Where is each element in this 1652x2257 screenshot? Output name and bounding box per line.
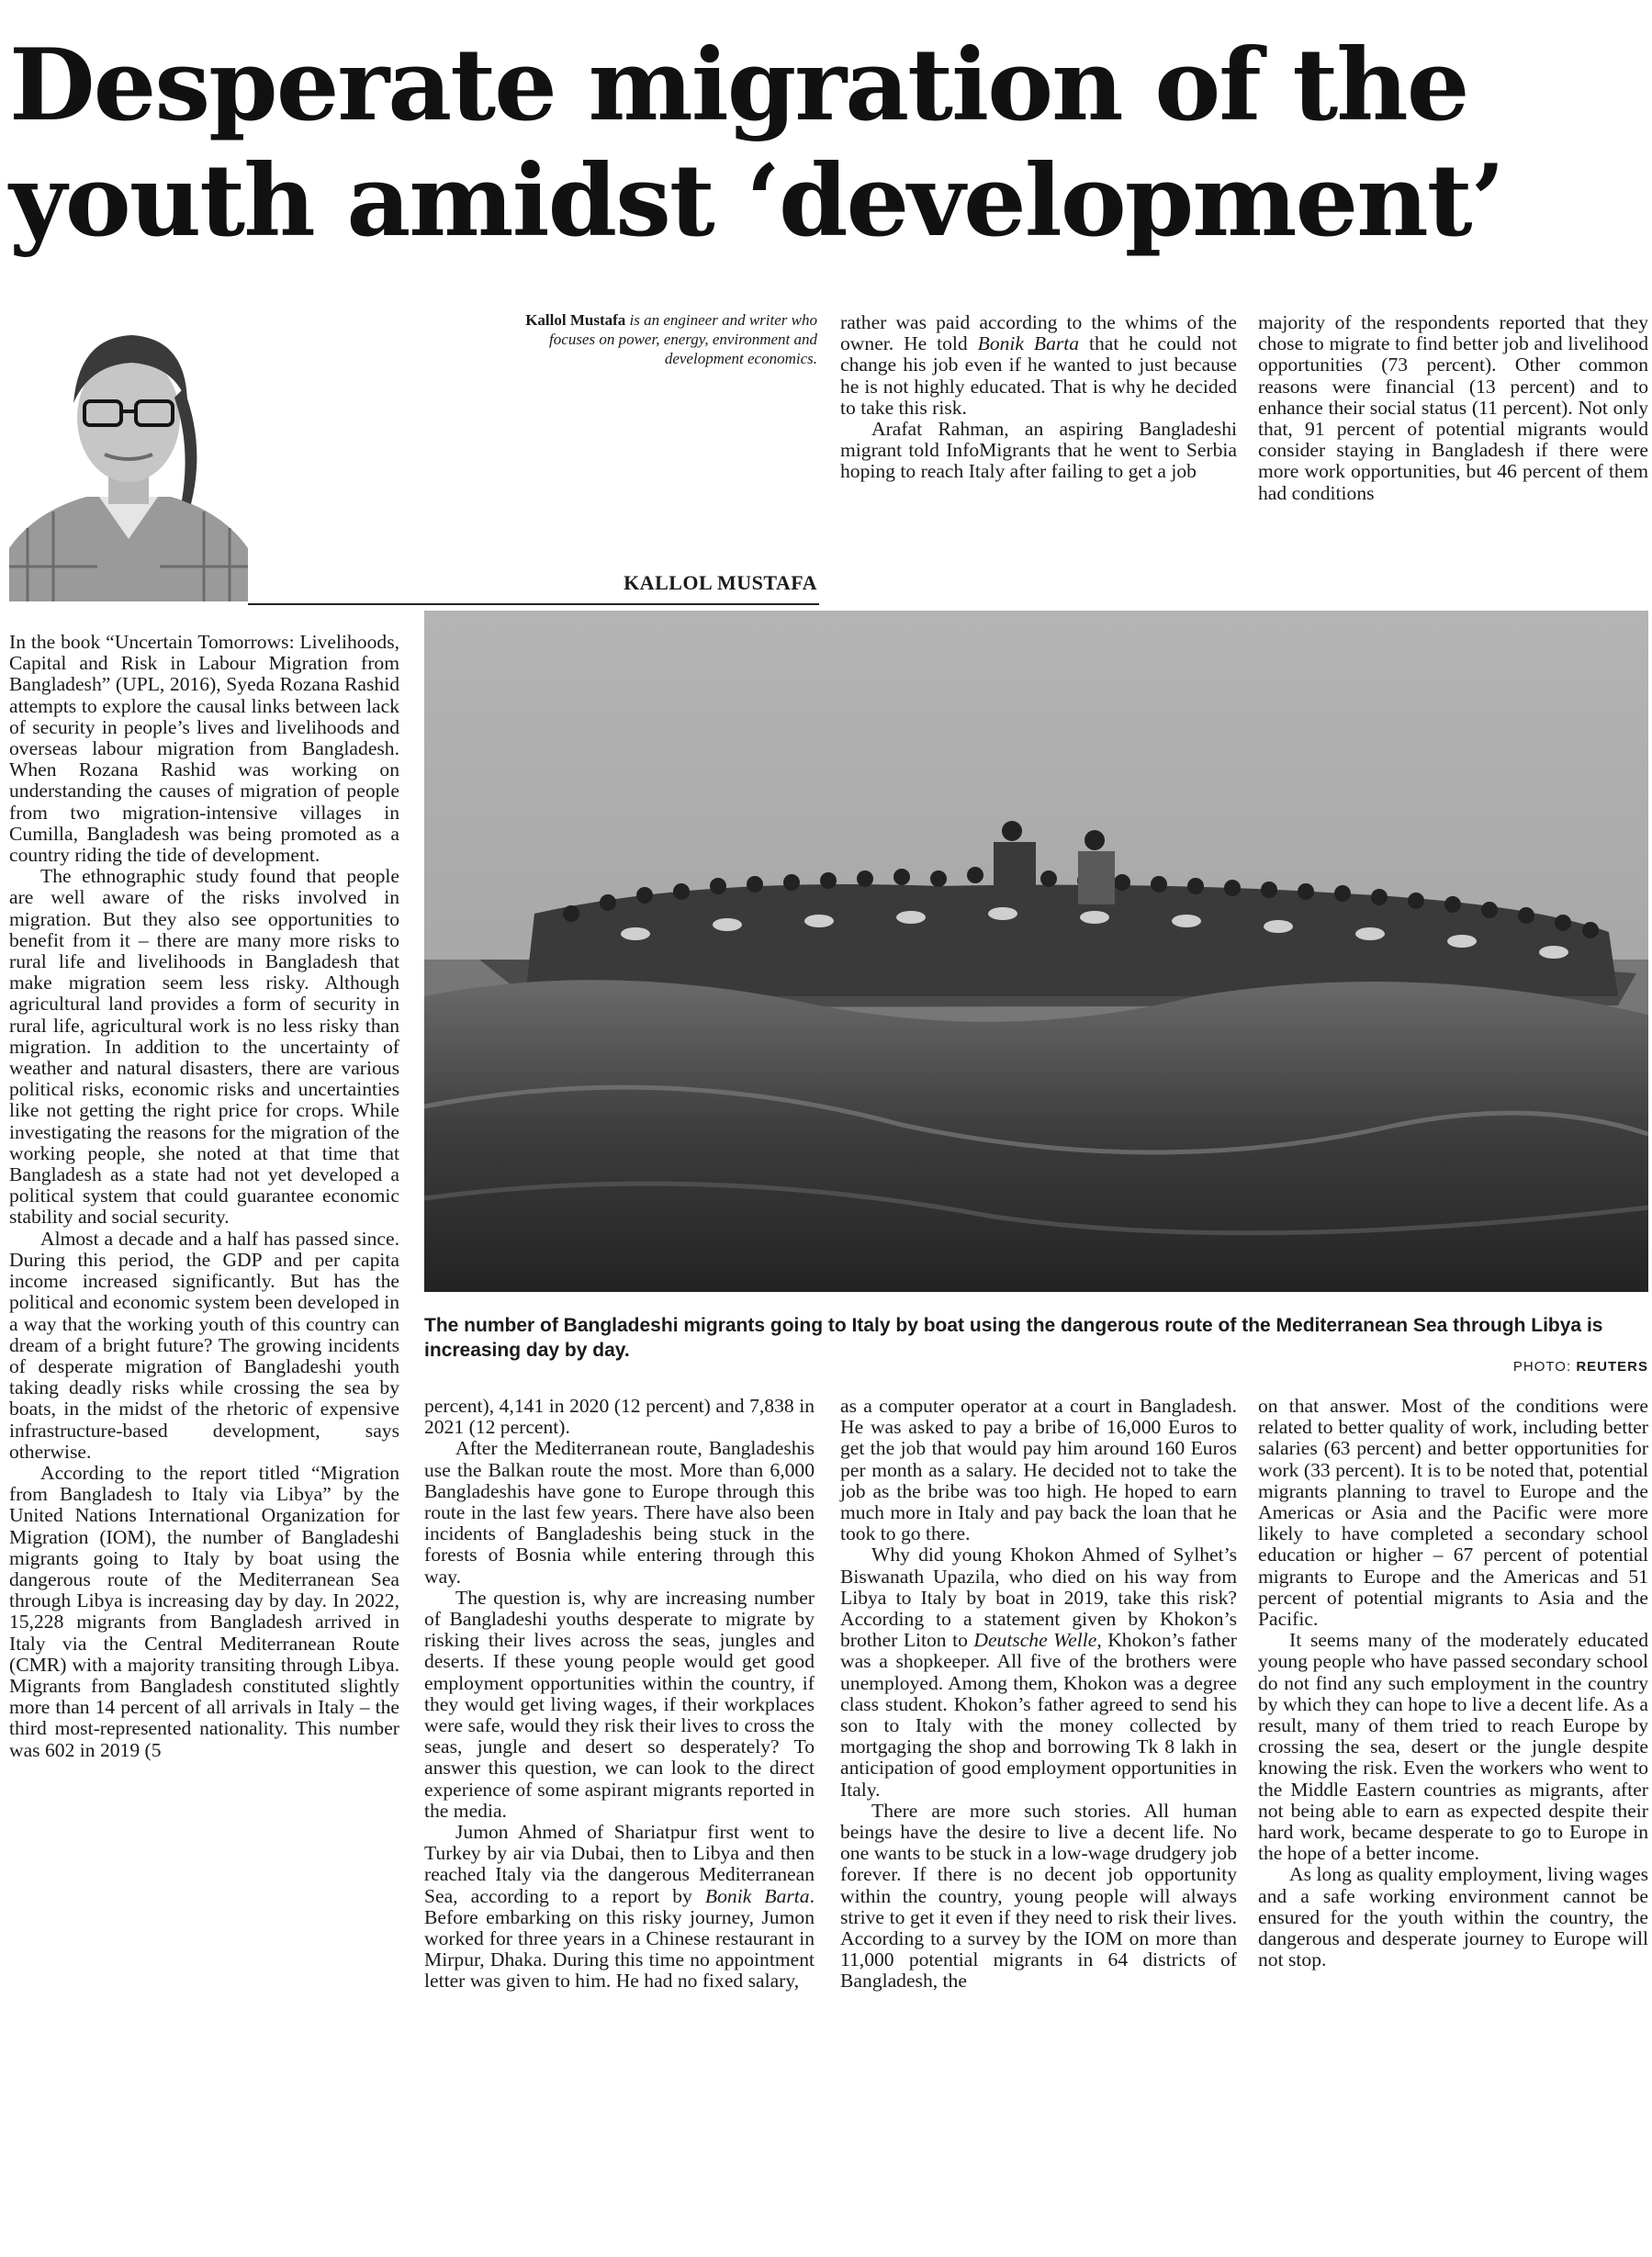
photo-credit: PHOTO: REUTERS bbox=[1512, 1359, 1648, 1375]
paragraph: The question is, why are increasing number of Bangladeshi youths desperate to migrate by risking their lives across the seas, jungles and deserts. If these young people would get good employment opportunities within the country, if they would get living wages, if their workplaces were safe, would they risk their lives to cross the seas, jungle and desert so desperately? To answer this question, we can look to the direct experience of some aspirant migrants reported in the media. bbox=[424, 1586, 815, 1822]
paragraph: The ethnographic study found that people are well aware of the risks involved in migration. But they also see opportunities to benefit from it – there are many more risks to rural life and livelihoods in Bangladesh that make migration seem less risky. Although agricultural land provides a form of security in rural life, agricultural work is no less risky than migration. In addition to the uncertainty of weather and natural disasters, there are various political risks, economic risks and uncertainties like not getting the right price for crops. While investigating the reasons for the migration of the working people, she noted at that time that Bangladesh as a state had not yet developed a political system that could guarantee economic stability and social security. bbox=[9, 865, 399, 1229]
publication-name: Bonik Barta bbox=[704, 1884, 810, 1907]
article-column-3-top bbox=[840, 312, 1237, 483]
photo-caption: The number of Bangladeshi migrants going to Italy by boat using the dangerous route of the Mediterranean Sea through Libya is increasing day by day. bbox=[424, 1315, 1603, 1361]
article-column-4-top bbox=[1258, 312, 1648, 504]
byline: KALLOL MUSTAFA bbox=[624, 571, 817, 594]
byline-rule bbox=[248, 603, 819, 605]
paragraph: Jumon Ahmed of Shariatpur first went to Turkey by air via Dubai, then to Libya and then reached Italy via the dangerous Mediterranean Sea, according to a report by Bonik Barta. Before embarking on this risky journey, Jumon worked for three years in a Chinese restaurant in Mirpur, Dhaka. During this time no appointment letter was given to him. He had no fixed salary, bbox=[424, 1821, 815, 1993]
article-column-1 bbox=[9, 632, 399, 1761]
author-bio: Kallol Mustafa is an engineer and writer who focuses on power, energy, environment and development economics. bbox=[525, 311, 817, 367]
paragraph: on that answer. Most of the conditions were related to better quality of work, including better salaries (63 percent) and better opportunities for work (33 percent). It is to be noted that, potential migrants planning to travel to Europe and the Americas or Asia and the Pacific were more likely to have completed a secondary school education or higher – 67 percent of potential migrants to Europe and the Americas and 51 percent of potential migrants to Asia and the Pacific. bbox=[1258, 1395, 1648, 1631]
paragraph: Almost a decade and a half has passed since. During this period, the GDP and per capita income increased significantly. But has the political and economic system been developed in a way that the working youth of this country can dream of a bright future? The growing incidents of desperate migration of Bangladeshi youth taking deadly risks while crossing the sea by boats, in the midst of the rhetoric of expensive infrastructure-based development, says otherwise. bbox=[9, 1227, 399, 1463]
paragraph: Why did young Khokon Ahmed of Sylhet’s Biswanath Upazila, who died on his way from Libya to Italy by boat in 2019, take this risk? According to a statement given by Khokon’s brother Liton to Deutsche Welle, Khokon’s father was a shopkeeper. All five of the brothers were unemployed. Among them, Khokon was a degree class student. Khokon’s father agreed to send his son to Italy with the money collected by mortgaging the shop and borrowing Tk 8 lakh in anticipation of good employment opportunities in Italy. bbox=[840, 1544, 1237, 1801]
paragraph: After the Mediterranean route, Bangladeshis use the Balkan route the most. More than 6,000 Bangladeshis have gone to Europe through this route in the last few years. There have also been incidents of Bangladeshis being stuck in the forests of Bosnia while entering through this way. bbox=[424, 1437, 815, 1588]
paragraph: As long as quality employment, living wages and a safe working environment cannot be ensured for the youth within the country, the dangerous and desperate journey to Europe will not stop. bbox=[1258, 1863, 1648, 1971]
author-portrait bbox=[9, 308, 248, 601]
paragraph: majority of the respondents reported that they chose to migrate to find better job and livelihood opportunities (73 percent). Other common reasons were financial (13 percent) and to enhance their social status (11 percent). Not only that, 91 percent of potential migrants would consider staying in Bangladesh if there were more work opportunities, but 46 percent of them had conditions bbox=[1258, 311, 1648, 504]
author-name: Kallol Mustafa bbox=[525, 311, 626, 329]
paragraph: It seems many of the moderately educated young people who have passed secondary school do not find any such employment in the country by which they can hope to live a decent life. As a result, many of them tried to reach Europe by crossing the sea, desert or the jungle despite knowing the risk. Even the workers who went to the Middle Eastern countries as migrants, after not being able to earn as expected despite their hard work, became desperate to go to Europe in the hope of a better income. bbox=[1258, 1629, 1648, 1865]
paragraph: According to the report titled “Migration from Bangladesh to Italy via Libya” by the United Nations International Organization for Migration (IOM), the number of Bangladeshi migrants going to Italy by boat using the dangerous route of the Mediterranean Sea through Libya is increasing day by day. In 2022, 15,228 migrants from Bangladesh arrived in Italy via the Central Mediterranean Route (CMR) with a majority transiting through Libya. Migrants from Bangladesh constituted slightly more than 14 percent of all arrivals in Italy – the third most-represented nationality. This number was 602 in 2019 (5 bbox=[9, 1461, 399, 1761]
publication-name: Bonik Barta bbox=[977, 332, 1080, 355]
migrant-boat-photo bbox=[424, 611, 1648, 1292]
paragraph: Arafat Rahman, an aspiring Bangladeshi migrant told InfoMigrants that he went to Serbia hoping to reach Italy after failing to get a job bbox=[840, 418, 1237, 483]
paragraph: percent), 4,141 in 2020 (12 percent) and 7,838 in 2021 (12 percent). bbox=[424, 1395, 815, 1439]
article-column-3 bbox=[840, 1396, 1237, 1993]
article-column-2 bbox=[424, 1396, 815, 1993]
publication-name: Deutsche Welle bbox=[973, 1629, 1097, 1652]
article-column-4 bbox=[1258, 1396, 1648, 1971]
paragraph: There are more such stories. All human beings have the desire to live a decent life. No one wants to be stuck in a low-wage drudgery job forever. If there is no decent job opportunity within the country, young people will always strive to get it even if they need to risk their lives. According to a survey by the IOM on more than 11,000 potential migrants in 64 districts of Bangladesh, the bbox=[840, 1799, 1237, 1993]
paragraph: In the book “Uncertain Tomorrows: Livelihoods, Capital and Risk in Labour Migration from Bangladesh” (UPL, 2016), Syeda Rozana Rashid attempts to explore the causal links between lack of security in people’s lives and livelihoods and overseas labour migration from Bangladesh. When Rozana Rashid was working on understanding the causes of migration of people from two migration-intensive villages in Cumilla, Bangladesh was being promoted as a country riding the tide of development. bbox=[9, 631, 399, 867]
paragraph: rather was paid according to the whims of the owner. He told Bonik Barta that he could not change his job even if he wanted to just because he is not highly educated. That is why he decided to take this risk. bbox=[840, 311, 1237, 419]
headline: Desperate migration of the youth amidst ‘development’ bbox=[9, 28, 1504, 259]
paragraph: as a computer operator at a court in Bangladesh. He was asked to pay a bribe of 16,000 Euros to get the job that would pay him around 160 Euros per month as a salary. He decided not to take the job as the bribe was too high. He hoped to earn much more in Italy and pay back the loan that he took to go there. bbox=[840, 1395, 1237, 1545]
